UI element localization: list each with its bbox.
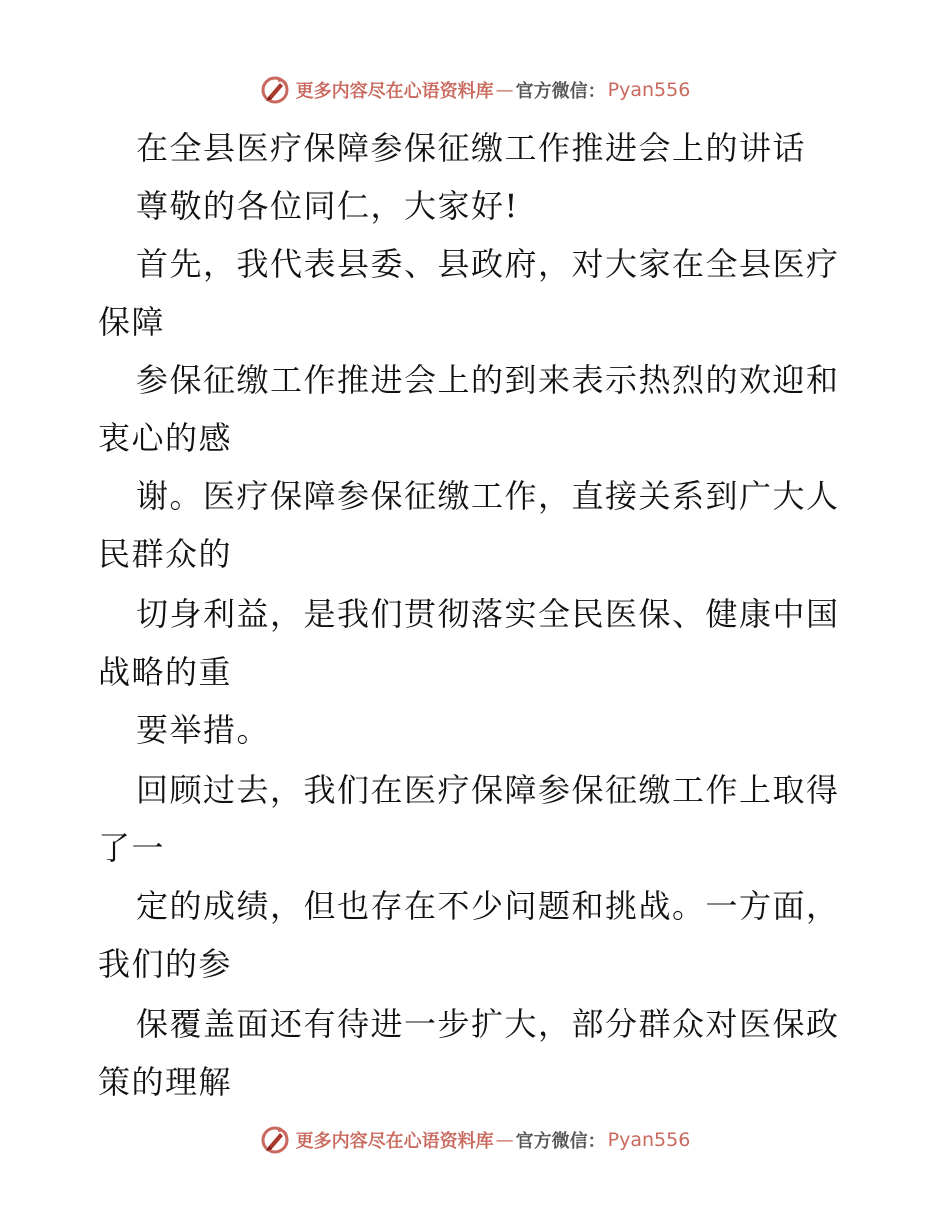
doc-line: 策的理解 [98,1063,233,1101]
doc-line: 谢。医疗保障参保征缴工作，直接关系到广大人 [136,477,840,515]
banner-separator: — [495,79,514,101]
doc-line: 战略的重 [98,653,233,691]
doc-line: 参保征缴工作推进会上的到来表示热烈的欢迎和 [136,361,840,399]
banner-separator: — [495,1129,514,1151]
doc-line: 尊敬的各位同仁，大家好! [136,187,519,225]
doc-line: 我们的参 [98,945,233,983]
banner-text: 更多内容尽在心语资料库 [295,1131,494,1152]
banner-wechat-id: Pyan556 [607,79,691,101]
footer-banner [0,1120,950,1160]
banner-wechat-label: 官方微信： [515,81,606,102]
doc-line: 民群众的 [98,535,233,573]
banner-wechat-label: 官方微信： [515,1131,606,1152]
doc-line: 首先，我代表县委、县政府，对大家在全县医疗 [136,245,840,283]
doc-line: 衷心的感 [98,419,233,457]
header-banner [0,70,950,110]
doc-line: 要举措。 [136,711,271,749]
doc-line: 保障 [98,303,166,341]
banner-text: 更多内容尽在心语资料库 [295,81,494,102]
doc-line: 切身利益，是我们贯彻落实全民医保、健康中国 [136,595,840,633]
doc-line: 了一 [98,829,166,867]
doc-title: 在全县医疗保障参保征缴工作推进会上的讲话 [136,129,807,167]
pen-circle-logo-icon [260,75,290,105]
doc-line: 保覆盖面还有待进一步扩大，部分群众对医保政 [136,1005,840,1043]
doc-line: 回顾过去，我们在医疗保障参保征缴工作上取得 [136,771,840,809]
pen-circle-logo-icon [260,1125,290,1155]
doc-line: 定的成绩，但也存在不少问题和挑战。一方面， [136,887,840,925]
banner-wechat-id: Pyan556 [607,1129,691,1151]
